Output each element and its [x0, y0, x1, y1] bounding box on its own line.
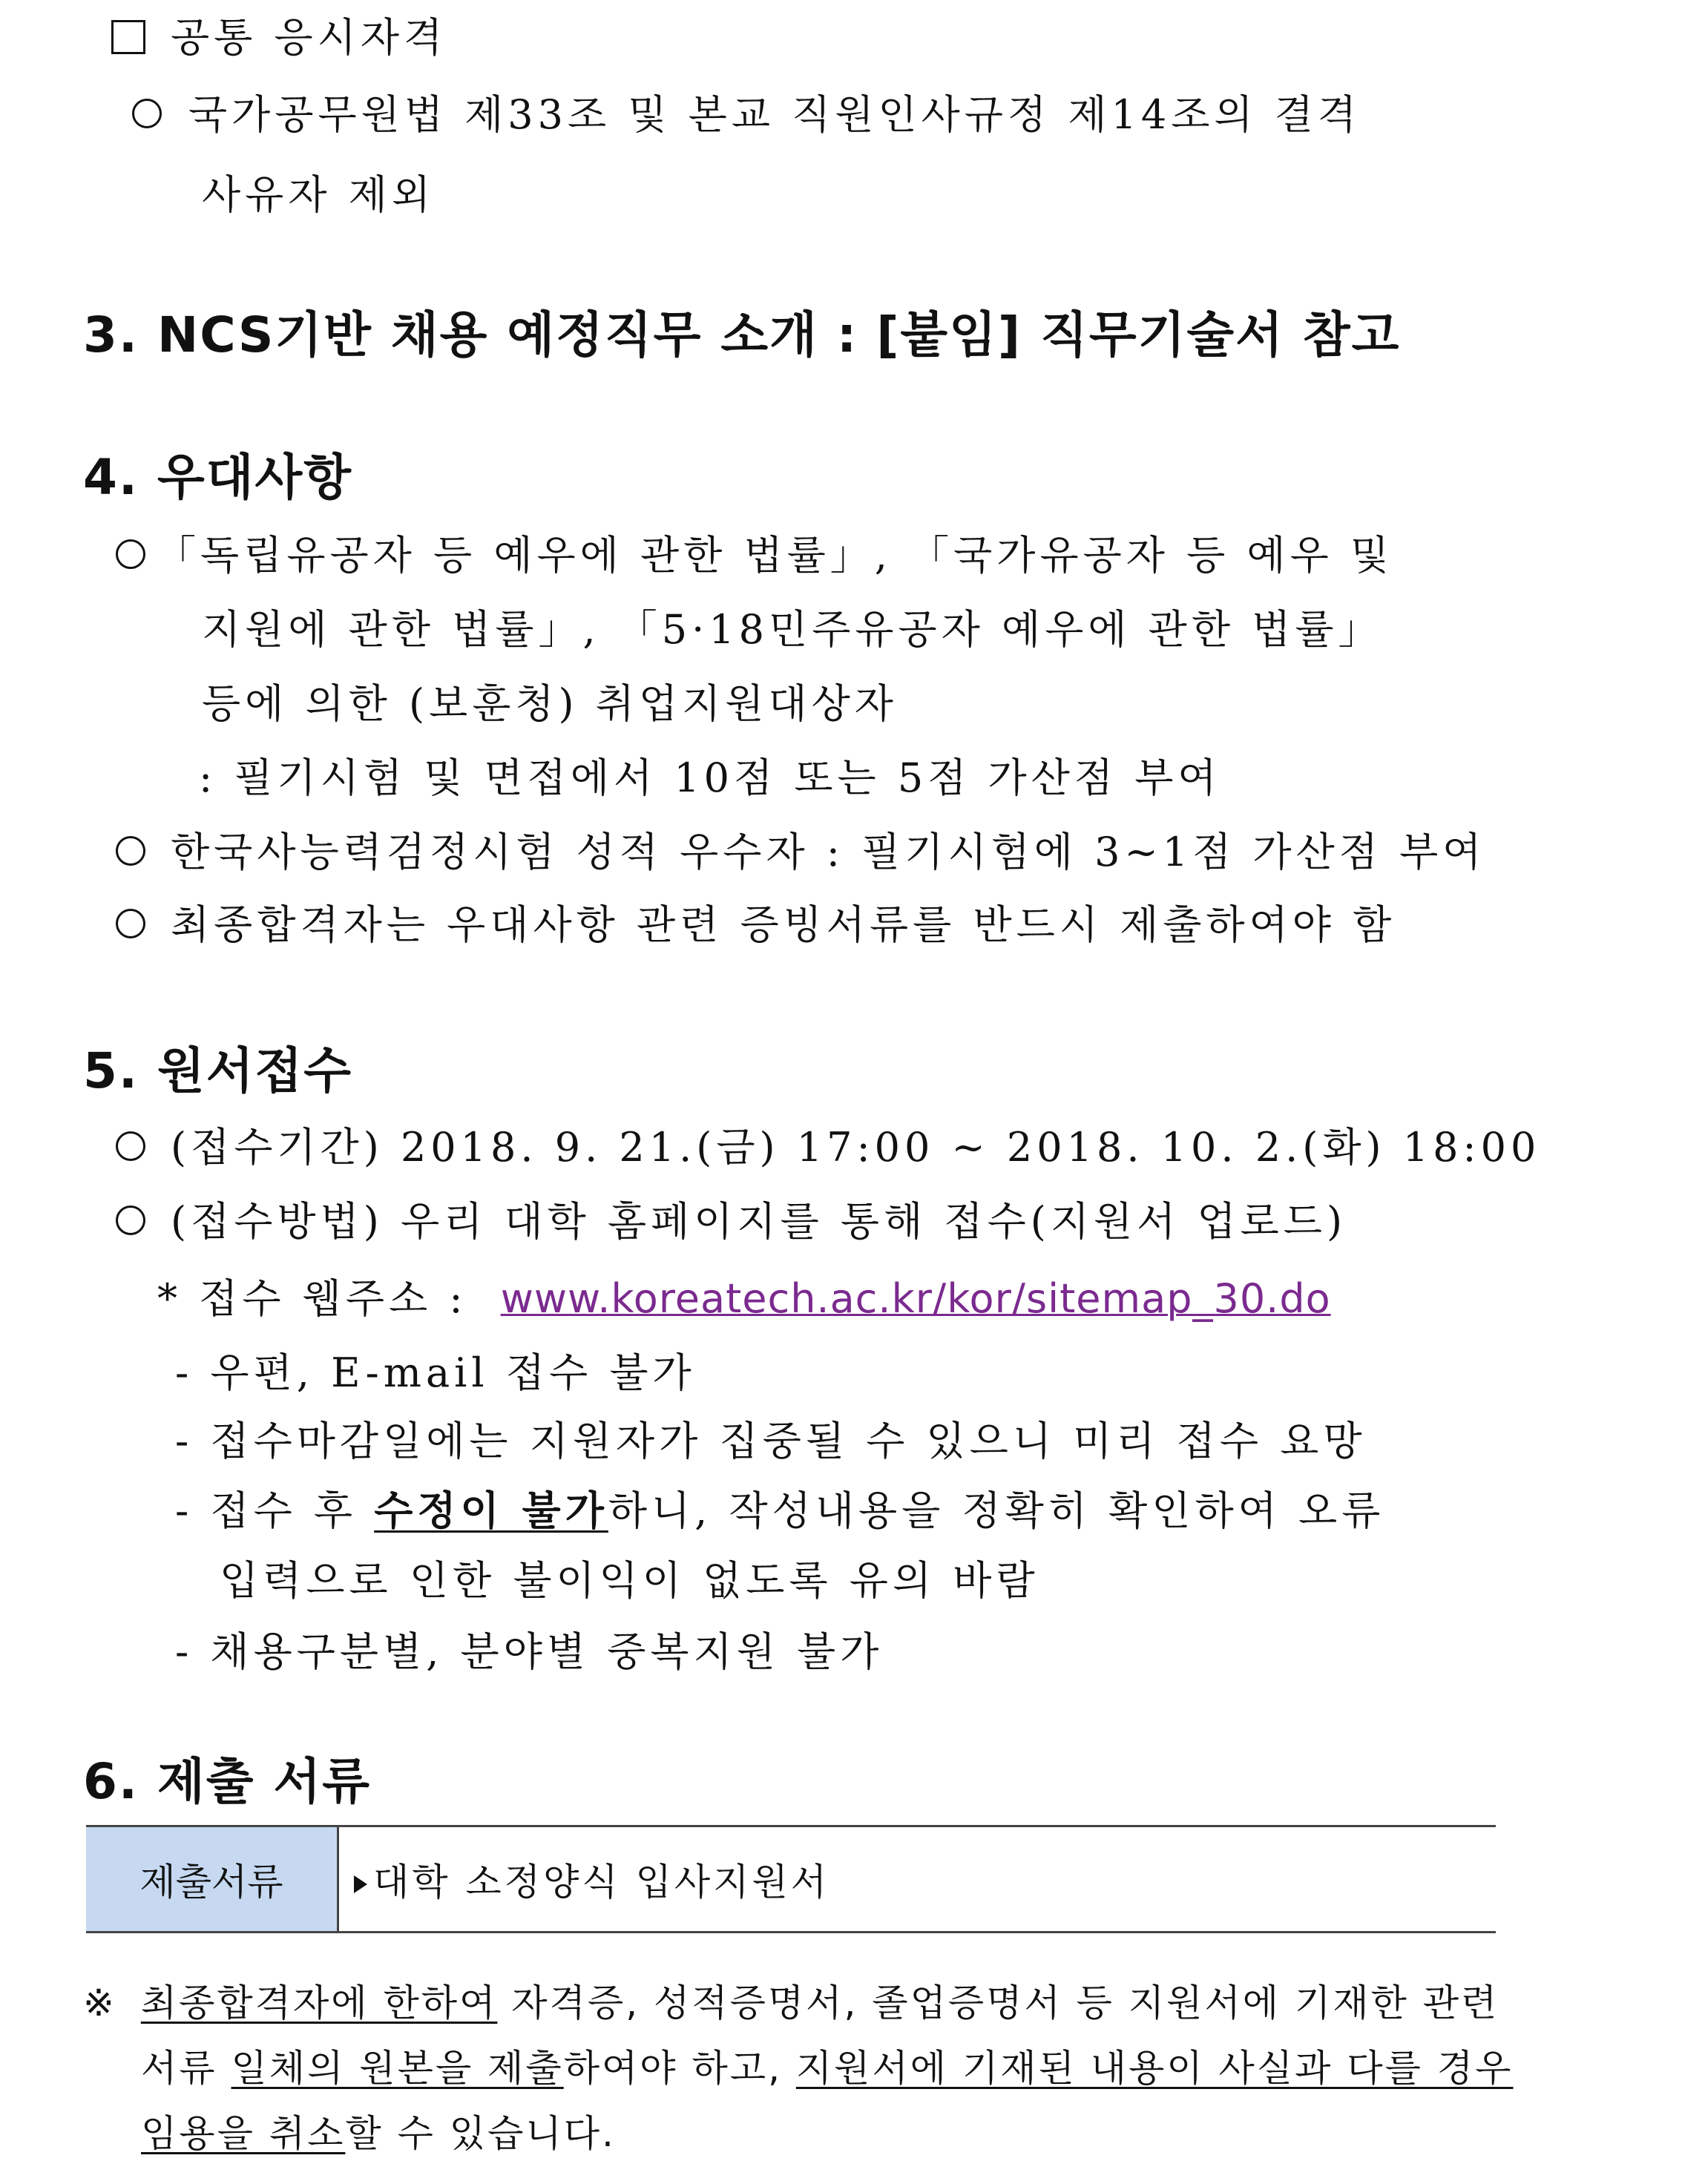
table-row	[86, 1826, 1496, 1933]
triangle-bullet-icon	[354, 1875, 367, 1893]
checkbox-icon	[111, 20, 145, 54]
table-header-cell: 제출서류	[86, 1826, 338, 1933]
note-emphasis-4: 임용을 취소	[141, 2112, 346, 2155]
table-value-cell: 대학 소정양식 입사지원서	[338, 1826, 1497, 1933]
section4-heading: 4. 우대사항	[83, 449, 352, 506]
common-item-1: 국가공무원법 제33조 및 본교 직원인사규정 제14조의 결격	[132, 83, 1501, 140]
submission-note-line3: 임용을 취소할 수 있습니다.	[141, 2112, 616, 2155]
pref-item-1-line4: : 필기시험 및 면접에서 10점 또는 5점 가산점 부여	[199, 754, 1221, 801]
note-emphasis-2: 일체의 원본을 제출	[231, 2047, 564, 2090]
note-emphasis-3: 지원서에 기재된 내용이 사실과 다를 경우	[795, 2047, 1514, 2090]
section6-heading: 6. 제출 서류	[83, 1753, 371, 1810]
submission-note-line2: 서류 일체의 원본을 제출하여야 하고, 지원서에 기재된 내용이 사실과 다를 경우	[141, 2047, 1514, 2090]
pref-item-3: 최종합격자는 우대사항 관련 증빙서류를 반드시 제출하여야 함	[116, 893, 1396, 950]
note-emphasis-1: 최종합격자에 한하여	[140, 1981, 498, 2025]
pref-item-2: 한국사능력검정시험 성적 우수자 : 필기시험에 3~1점 가산점 부여	[116, 820, 1485, 878]
submission-note-line1: ※ 최종합격자에 한하여 자격증, 성적증명서, 졸업증명서 등 지원서에 기재한 관련	[83, 1981, 1499, 2025]
section5-heading: 5. 원서접수	[83, 1042, 352, 1099]
pref-item-1-line3: 등에 의한 (보훈청) 취업지원대상자	[202, 680, 898, 727]
note-2: - 접수마감일에는 지원자가 집중될 수 있으니 미리 접수 요망	[175, 1418, 1367, 1464]
section-common-heading: 공통 응시자격	[111, 6, 447, 63]
circle-bullet-icon	[116, 836, 145, 866]
pref-item-1: 「독립유공자 등 예우에 관한 법률」, 「국가유공자 등 예우 및	[116, 524, 1393, 581]
web-address-link[interactable]: www.koreatech.ac.kr/kor/sitemap_30.do	[500, 1275, 1331, 1322]
note-4: - 채용구분별, 분야별 중복지원 불가	[175, 1628, 884, 1675]
pref-item-1-line2: 지원에 관한 법률」, 「5·18민주유공자 예우에 관한 법률」	[202, 606, 1383, 653]
note-3: - 접수 후 수정이 불가하니, 작성내용을 정확히 확인하여 오류	[175, 1487, 1385, 1534]
reference-mark: ※	[83, 1981, 116, 2025]
documents-table	[86, 1825, 1496, 1933]
application-period: (접수기간) 2018. 9. 21.(금) 17:00 ~ 2018. 10. 2.(화) 18:00	[116, 1116, 1540, 1173]
circle-bullet-icon	[132, 99, 162, 128]
web-address-line	[157, 1267, 1331, 1324]
note-1: - 우편, E-mail 접수 불가	[175, 1349, 696, 1396]
section3-heading: 3. NCS기반 채용 예정직무 소개 : [붙임] 직무기술서 참고	[83, 306, 1401, 364]
circle-bullet-icon	[116, 1131, 145, 1161]
web-address-label: * 접수 웹주소 :	[157, 1275, 467, 1322]
application-method: (접수방법) 우리 대학 홈페이지를 통해 접수(지원서 업로드)	[116, 1190, 1347, 1247]
common-item-1-cont: 사유자 제외	[202, 171, 435, 218]
note-3-emphasis: 수정이 불가	[374, 1487, 608, 1534]
note-3-line2: 입력으로 인한 불이익이 없도록 유의 바람	[220, 1557, 1039, 1604]
circle-bullet-icon	[116, 1206, 145, 1235]
circle-bullet-icon	[116, 909, 145, 938]
circle-bullet-icon	[116, 539, 145, 569]
